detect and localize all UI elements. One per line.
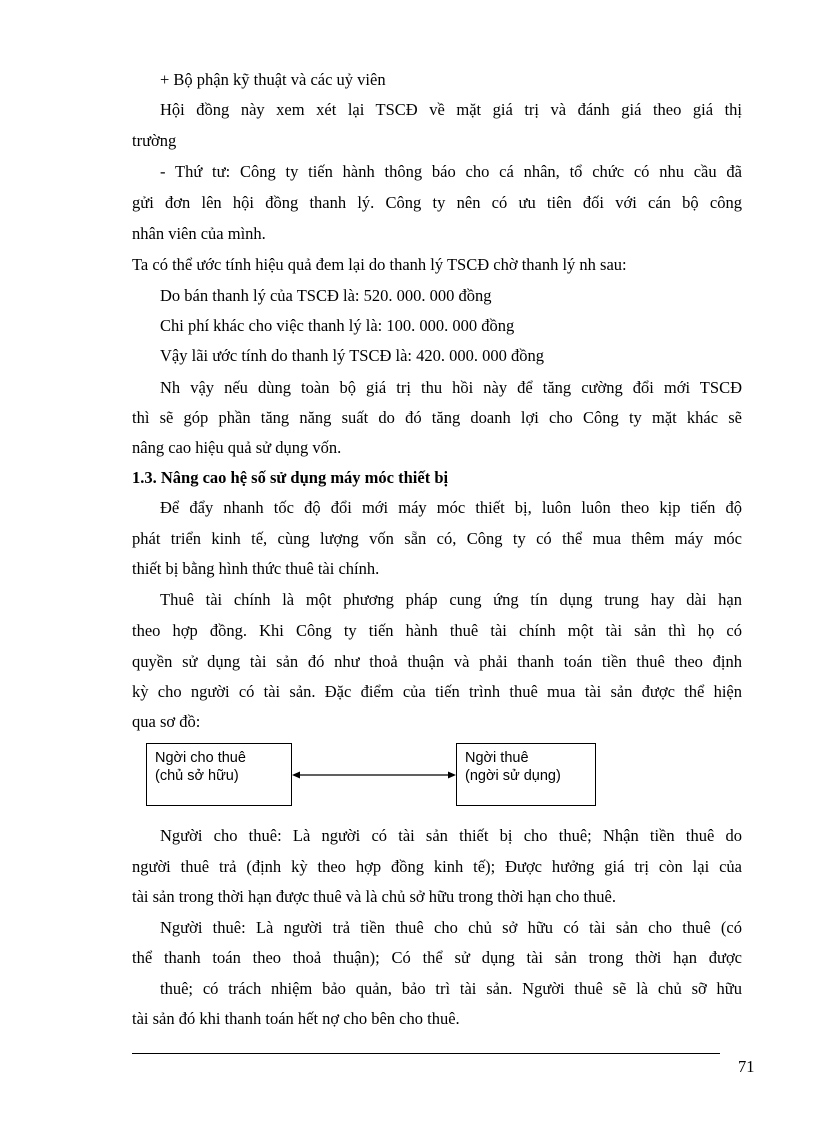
paragraph-line: thể thanh toán theo thoả thuận); Có thể sử dụng tài sản trong thời hạn được bbox=[132, 948, 742, 967]
paragraph-line: thì sẽ góp phần tăng năng suất do đó tăng doanh lợi cho Công ty mặt khác sẽ bbox=[132, 408, 742, 427]
lessee-sublabel: (ngời sử dụng) bbox=[465, 768, 561, 784]
lessee-box bbox=[456, 743, 596, 806]
paragraph-line: nhân viên của mình. bbox=[132, 224, 266, 243]
page-number: 71 bbox=[738, 1057, 755, 1076]
paragraph-line: thiết bị bằng hình thức thuê tài chính. bbox=[132, 559, 380, 578]
paragraph-line: Hội đồng này xem xét lại TSCĐ về mặt giá trị và đánh giá theo giá thị bbox=[160, 100, 742, 119]
paragraph-line: nâng cao hiệu quả sử dụng vốn. bbox=[132, 438, 342, 457]
paragraph-line: thuê; có trách nhiệm bảo quản, bảo trì tài sản. Người thuê sẽ là chủ sỡ hữu bbox=[160, 979, 742, 998]
paragraph-line: Vậy lãi ước tính do thanh lý TSCĐ là: 420. 000. 000 đồng bbox=[160, 346, 545, 365]
paragraph-line: theo hợp đồng. Khi Công ty tiến hành thuê tài chính một tài sản thì họ có bbox=[132, 621, 742, 640]
paragraph-line: Người cho thuê: Là người có tài sản thiết bị cho thuê; Nhận tiền thuê do bbox=[160, 826, 742, 845]
paragraph-line: Người thuê: Là người trả tiền thuê cho chủ sở hữu có tài sản cho thuê (có bbox=[160, 918, 742, 937]
section-heading: 1.3. Nâng cao hệ số sử dụng máy móc thiết bị bbox=[132, 468, 449, 487]
paragraph-line: quyền sử dụng tài sản đó như thoả thuận và phải thanh toán tiền thuê theo định bbox=[132, 652, 742, 671]
paragraph-line: Ta có thể ước tính hiệu quả đem lại do thanh lý TSCĐ chờ thanh lý nh sau: bbox=[132, 255, 627, 274]
lessee-label: Ngời thuê bbox=[465, 750, 529, 766]
paragraph-line: tài sản đó khi thanh toán hết nợ cho bên cho thuê. bbox=[132, 1009, 460, 1028]
paragraph-line: Nh vậy nếu dùng toàn bộ giá trị thu hồi này để tăng cường đổi mới TSCĐ bbox=[160, 378, 742, 397]
lessor-box bbox=[146, 743, 292, 806]
paragraph-line: phát triển kinh tế, cùng lượng vốn sẵn có, Công ty có thể mua thêm máy móc bbox=[132, 529, 742, 548]
paragraph-line: trường bbox=[132, 131, 177, 150]
paragraph-line: qua sơ đồ: bbox=[132, 712, 201, 731]
paragraph-line: Chi phí khác cho việc thanh lý là: 100. 000. 000 đồng bbox=[160, 316, 515, 335]
paragraph-line: Do bán thanh lý của TSCĐ là: 520. 000. 000 đồng bbox=[160, 286, 492, 305]
paragraph-line: người thuê trả (định kỳ theo hợp đồng kinh tế); Được hưởng giá trị còn lại của bbox=[132, 857, 742, 876]
paragraph-line: tài sản trong thời hạn được thuê và là chủ sở hữu trong thời hạn cho thuê. bbox=[132, 887, 616, 906]
paragraph-line: Thuê tài chính là một phương pháp cung ứng tín dụng trung hay dài hạn bbox=[160, 590, 742, 609]
lessor-label: Ngời cho thuê bbox=[155, 750, 246, 766]
paragraph-line: - Thứ tư: Công ty tiến hành thông báo cho cá nhân, tổ chức có nhu cầu đã bbox=[160, 162, 742, 181]
footer-divider bbox=[132, 1053, 720, 1054]
paragraph-line: Để đẩy nhanh tốc độ đổi mới máy móc thiết bị, luôn luôn theo kịp tiến độ bbox=[160, 498, 742, 517]
lessor-sublabel: (chủ sở hữu) bbox=[155, 768, 239, 784]
paragraph-line: gửi đơn lên hội đồng thanh lý. Công ty nên có ưu tiên đối với cán bộ công bbox=[132, 193, 742, 212]
paragraph-line: kỳ cho người có tài sản. Đặc điểm của tiến trình thuê mua tài sản được thể hiện bbox=[132, 682, 742, 701]
paragraph-line: + Bộ phận kỹ thuật và các uỷ viên bbox=[160, 70, 386, 89]
double-arrow-icon bbox=[292, 769, 456, 781]
